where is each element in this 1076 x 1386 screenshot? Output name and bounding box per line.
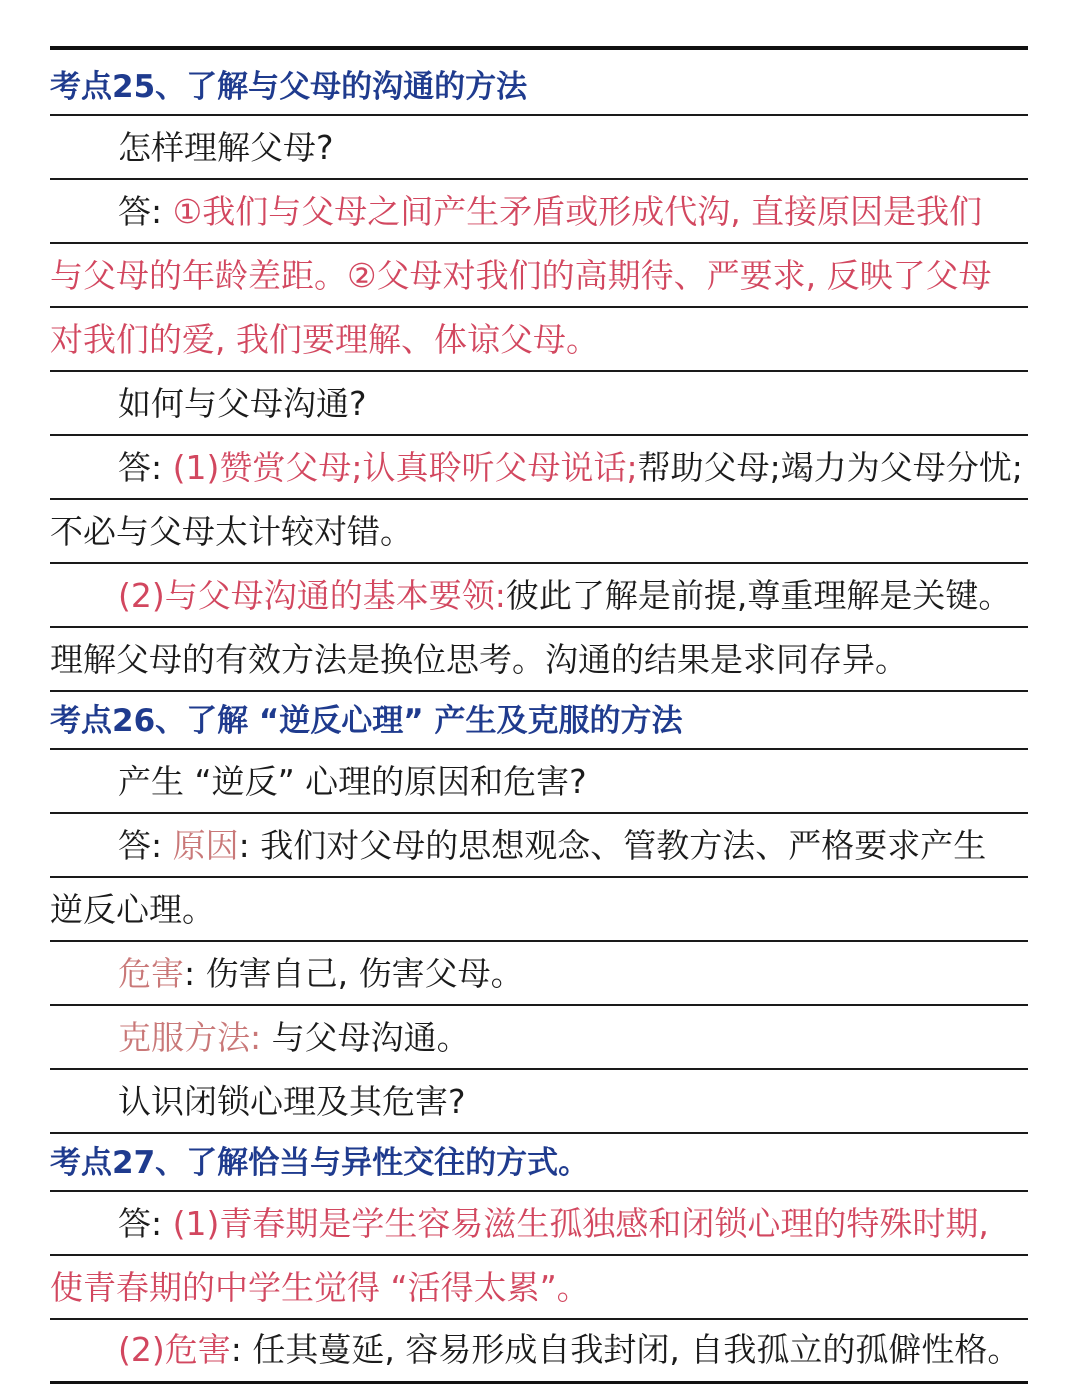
overcome-text: 与父母沟通。 [271, 1018, 470, 1057]
answer-overcome-line [50, 1006, 1028, 1070]
overcome-label: 克服方法: [118, 1018, 272, 1057]
answer-prefix: 答: [118, 448, 173, 487]
answer-understand-line-1 [50, 180, 1028, 244]
heading-26: 考点26、了解 “逆反心理” 产生及克服的方法 [50, 692, 1028, 750]
answer-black-text: 帮助父母;竭力为父母分忧; [637, 448, 1023, 487]
answer-harm-line [50, 942, 1028, 1006]
bottom-rule [50, 1381, 1028, 1384]
answer-red-text: (2)与父母沟通的基本要领: [118, 576, 506, 615]
question-rebellious: 产生 “逆反” 心理的原因和危害? [50, 750, 1028, 814]
answer-red-text: 使青春期的中学生觉得 “活得太累”。 [50, 1268, 590, 1307]
answer-red-text: 对我们的爱, 我们要理解、体谅父母。 [50, 320, 599, 359]
answer-communicate-line-1 [50, 436, 1028, 500]
answer-red-text: (1)赞赏父母;认真聆听父母说话; [172, 448, 638, 487]
answer-prefix: 答: [118, 1204, 173, 1243]
harm-label: 危害 [118, 954, 184, 993]
answer-communicate-line-3 [50, 564, 1028, 628]
answer-communicate-line-4: 理解父母的有效方法是换位思考。沟通的结果是求同存异。 [50, 628, 1028, 692]
answer-27-line-3 [50, 1318, 1028, 1380]
answer-cause-line-1 [50, 814, 1028, 878]
answer-black-text: 彼此了解是前提,尊重理解是关键。 [505, 576, 1012, 615]
answer-prefix: 答: [118, 826, 173, 865]
cause-text: : 我们对父母的思想观念、管教方法、严格要求产生 [238, 826, 987, 865]
question-communicate: 如何与父母沟通? [50, 372, 1028, 436]
question-understand-parents: 怎样理解父母? [50, 116, 1028, 180]
answer-understand-line-2 [50, 244, 1028, 308]
answer-understand-line-3 [50, 308, 1028, 372]
answer-cause-line-2: 逆反心理。 [50, 878, 1028, 942]
answer-red-text: ①我们与父母之间产生矛盾或形成代沟, 直接原因是我们 [172, 192, 983, 231]
heading-25: 考点25、了解与父母的沟通的方法 [50, 58, 1028, 116]
answer-communicate-line-2: 不必与父母太计较对错。 [50, 500, 1028, 564]
answer-red-text: (1)青春期是学生容易滋生孤独感和闭锁心理的特殊时期, [172, 1204, 989, 1243]
answer-black-text: : 任其蔓延, 容易形成自我封闭, 自我孤立的孤僻性格。 [230, 1330, 1021, 1369]
answer-27-line-1 [50, 1192, 1028, 1256]
top-rule [50, 46, 1028, 50]
answer-red-text: 与父母的年龄差距。②父母对我们的高期待、严要求, 反映了父母 [50, 256, 992, 295]
answer-red-text: (2)危害 [118, 1330, 231, 1369]
harm-text: : 伤害自己, 伤害父母。 [184, 954, 524, 993]
heading-27: 考点27、了解恰当与异性交往的方式。 [50, 1134, 1028, 1192]
answer-prefix: 答: [118, 192, 173, 231]
answer-27-line-2 [50, 1256, 1028, 1320]
cause-label: 原因 [172, 826, 239, 865]
question-closed-mind: 认识闭锁心理及其危害? [50, 1070, 1028, 1134]
